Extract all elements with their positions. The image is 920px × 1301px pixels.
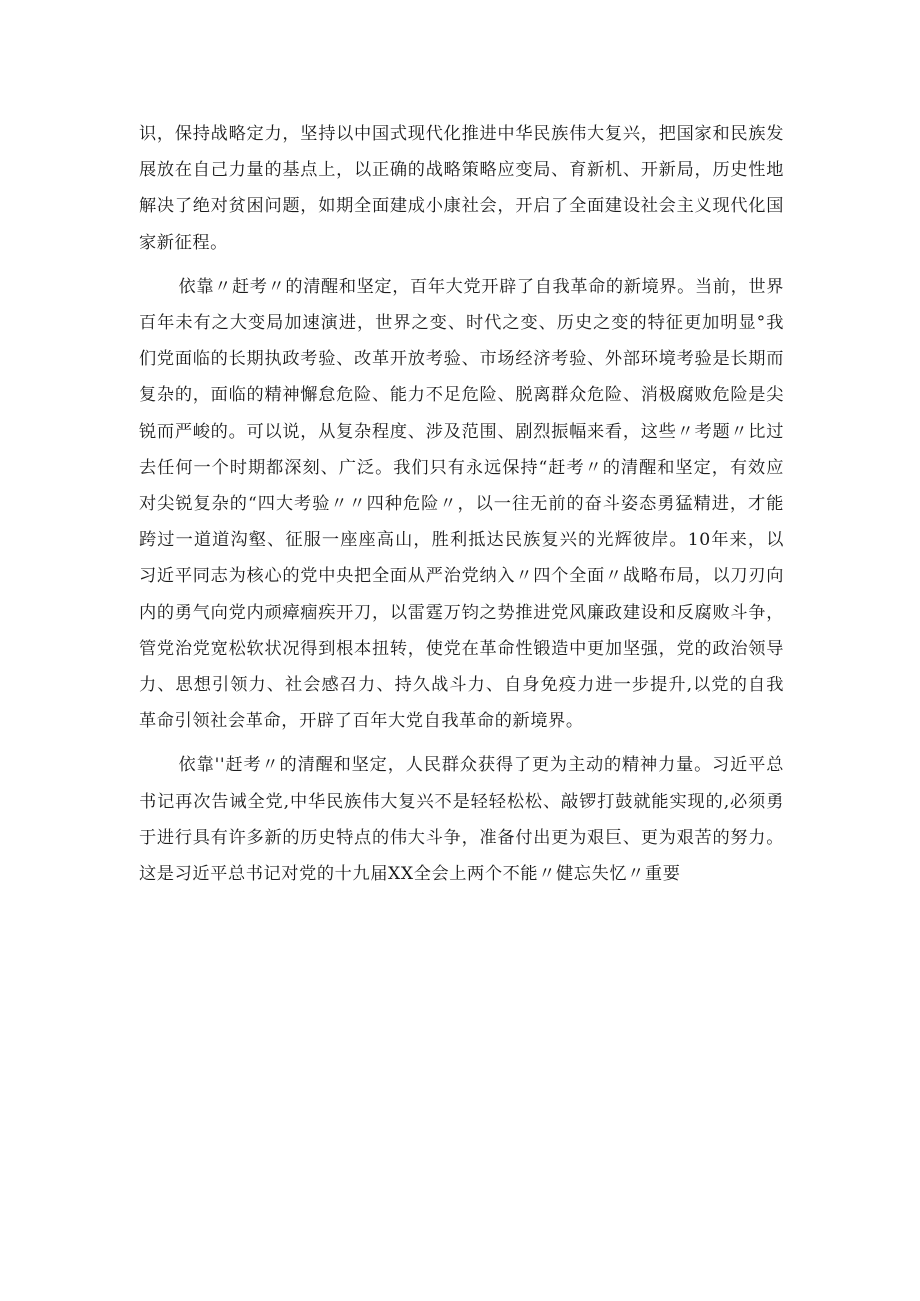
document-body: [139, 116, 784, 892]
paragraph-3: 依靠''赶考〃的清醒和坚定，人民群众获得了更为主动的精神力量。习近平总书记再次告诫全党,中华民族伟大复兴不是轻轻松松、敲锣打鼓就能实现的,必须勇于进行具有许多新的历史特点的伟大斗争，准备付出更为艰巨、更为艰苦的努力。这是习近平总书记对党的十九届XX全会上两个不能〃健忘失忆〃重要: [139, 755, 784, 885]
paragraph-2: 依靠〃赶考〃的清醒和坚定，百年大党开辟了自我革命的新境界。当前，世界百年未有之大变局加速演进，世界之变、时代之变、历史之变的特征更加明显°我们党面临的长期执政考验、改革开放考验、市场经济考验、外部环境考验是长期而复杂的，面临的精神懈怠危险、能力不足危险、脱离群众危险、消极腐败危险是尖锐而严峻的。可以说，从复杂程度、涉及范围、剧烈振幅来看，这些〃考题〃比过去任何一个时期都深刻、广泛。我们只有永远保持“赶考〃的清醒和坚定，有效应对尖锐复杂的“四大考验〃〃四种危险〃，以一往无前的奋斗姿态勇猛精进，才能跨过一道道沟壑、征服一座座高山，胜利抵达民族复兴的光辉彼岸。10年来，以习近平同志为核心的党中央把全面从严治党纳入〃四个全面〃战略布局，以刀刃向内的勇气向党内顽瘴痼疾开刀，以雷霆万钧之势推进党风廉政建设和反腐败斗争，管党治党宽松软状况得到根本扭转，使党在革命性锻造中更加坚强，党的政治领导力、思想引领力、社会感召力、持久战斗力、自身免疫力进一步提升,以党的自我革命引领社会革命，开辟了百年大党自我革命的新境界。: [139, 276, 784, 732]
paragraph-1: 识，保持战略定力，坚持以中国式现代化推进中华民族伟大复兴，把国家和民族发展放在自己力量的基点上，以正确的战略策略应变局、育新机、开新局，历史性地解决了绝对贫困问题，如期全面建成小康社会，开启了全面建设社会主义现代化国家新征程。: [139, 124, 784, 253]
